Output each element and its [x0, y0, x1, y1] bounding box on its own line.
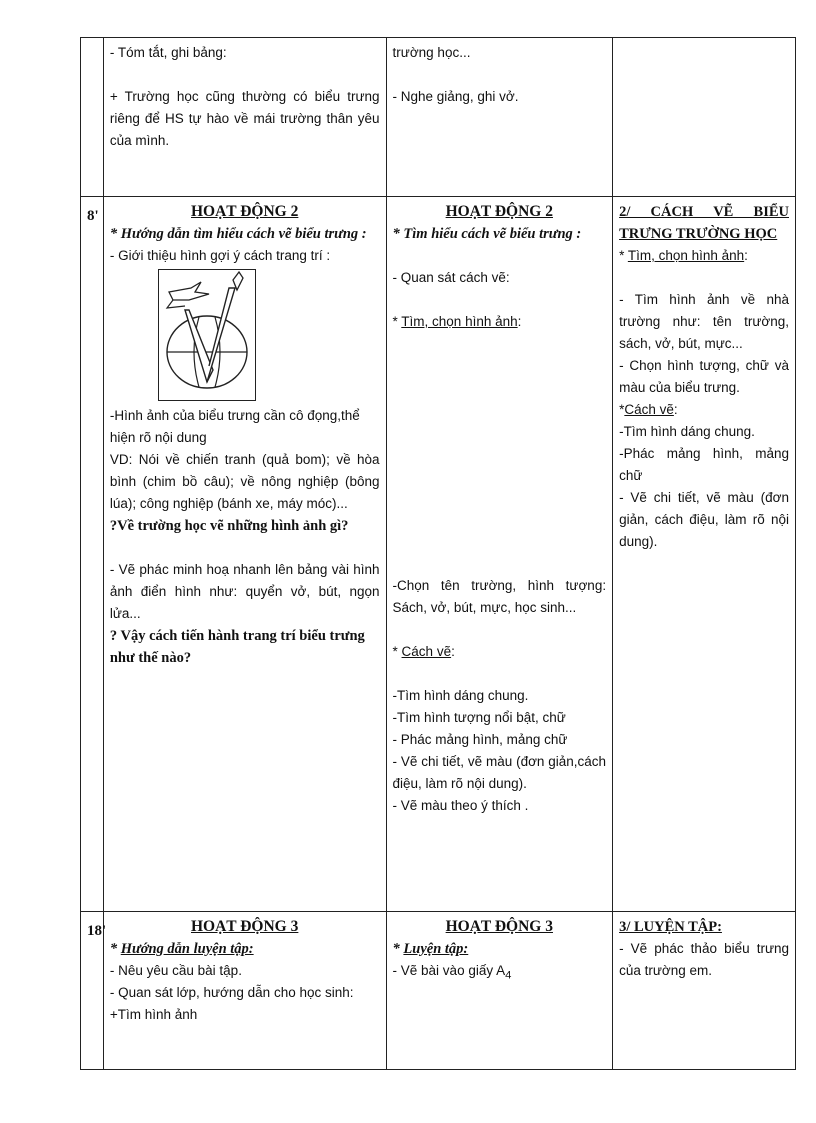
school-emblem-paragraph: + Trường học cũng thường có biểu trưng riêng để HS tự hào về mái trường thân yêu của mình. [109, 89, 380, 148]
practice-line: +Tìm hình ảnh [109, 1007, 198, 1022]
school-emblem-v-globe-icon [159, 270, 255, 400]
step-line: - Vẽ chi tiết, vẽ màu (đơn giản,cách điệu, làm rõ nội dung). [392, 754, 607, 791]
question-line: ? Vậy cách tiến hành trang trí biểu trưng như thế nào? [109, 628, 365, 666]
choose-line: -Chọn tên trường, hình tượng: Sách, vở, bút, mực, học sinh... [392, 578, 607, 615]
sketch-instruction: - Vẽ phác minh hoạ nhanh lên bảng vài hình ảnh điển hình như: quyển vở, bút, ngọn lửa... [109, 562, 380, 621]
find-image-label [619, 245, 789, 267]
table-row [81, 197, 796, 912]
example-text: VD: Nói về chiến tranh (quả bom); về hòa bình (chim bồ câu); về nông nghiệp (bông lúa); công nghiệp (bánh xe, máy móc)... [109, 452, 380, 511]
bullet-mark: * [392, 941, 404, 957]
practice-line: - Quan sát lớp, hướng dẫn cho học sinh: [109, 985, 354, 1000]
activity-heading: HOẠT ĐỘNG 2 [191, 203, 299, 220]
practice-line [393, 960, 607, 987]
find-image-text: Tìm, chọn hình ảnh [627, 248, 745, 263]
activity-subtitle: * Hướng dẫn tìm hiểu cách vẽ biểu trưng : [109, 226, 367, 242]
paper-size-subscript: 4 [505, 969, 512, 982]
bullet-mark: * [392, 644, 402, 659]
activity-heading: HOẠT ĐỘNG 2 [445, 203, 553, 220]
content-item: - Tìm hình ảnh về nhà trường như: tên trường, sách, vở, bút, mực... [619, 292, 789, 351]
content-item: - Vẽ phác thảo biểu trưng của trường em. [619, 941, 789, 978]
colon-mark: : [744, 248, 748, 263]
school-emblem-image [158, 269, 256, 401]
step-line: - Vẽ màu theo ý thích . [392, 798, 529, 813]
content-cell [613, 912, 796, 1070]
step-line: -Tìm hình dáng chung. [392, 688, 529, 703]
subtitle-text: Hướng dẫn luyện tập: [120, 941, 254, 957]
content-cell [613, 197, 796, 912]
step-line: - Phác mảng hình, mảng chữ [392, 732, 568, 747]
content-cell [613, 38, 796, 197]
activity-heading: HOẠT ĐỘNG 3 [191, 918, 299, 935]
step-line: -Phác mảng hình, mảng chữ [619, 446, 789, 483]
step-line: -Tìm hình dáng chung. [619, 424, 755, 439]
teacher-activity-cell [103, 197, 386, 912]
bullet-mark: * [619, 248, 628, 263]
step-line: -Tìm hình tượng nổi bật, chữ [392, 710, 566, 725]
colon-mark: : [673, 402, 678, 417]
student-activity-cell [386, 38, 613, 197]
bullet-mark: * [109, 941, 121, 957]
section-heading: 2/ CÁCH VẼ BIỂU TRƯNG TRƯỜNG HỌC [619, 204, 789, 242]
activity-subtitle [393, 938, 607, 960]
teacher-activity-cell [103, 38, 386, 197]
image-description: -Hình ảnh của biểu trưng cần cô đọng,thể hiện rõ nội dung [109, 408, 360, 445]
lesson-plan-table [80, 37, 796, 1070]
method-label [619, 399, 789, 421]
content-item: - Chọn hình tượng, chữ và màu của biểu trưng. [619, 358, 789, 395]
find-image-label [393, 311, 607, 333]
method-text: Cách vẽ [624, 402, 674, 417]
practice-line: - Nêu yêu cầu bài tập. [109, 963, 242, 978]
method-label [393, 641, 607, 663]
observe-line: - Quan sát cách vẽ: [392, 270, 510, 285]
student-activity-cell [386, 197, 613, 912]
time-cell: 8' [81, 197, 104, 912]
bullet-mark: * [392, 314, 402, 329]
step-line: - Vẽ chi tiết, vẽ màu (đơn giản, cách điệu, làm rõ nội dung). [619, 490, 789, 549]
time-cell [81, 38, 104, 197]
summary-line: - Tóm tắt, ghi bảng: [109, 45, 227, 60]
teacher-activity-cell [103, 912, 386, 1070]
colon-mark: : [451, 644, 455, 659]
section-heading: 3/ LUYỆN TẬP: [619, 919, 722, 935]
method-text: Cách vẽ [401, 644, 452, 659]
activity-subtitle [110, 938, 380, 960]
bullet-mark: * [619, 402, 625, 417]
intro-line: - Giới thiệu hình gợi ý cách trang trí : [109, 248, 331, 263]
question-line: ?Về trường học vẽ những hình ảnh gì? [109, 518, 349, 534]
time-cell: 18' [81, 912, 104, 1070]
student-line: - Nghe giảng, ghi vở. [392, 89, 519, 104]
practice-text: - Vẽ bài vào giấy A [392, 963, 506, 978]
find-image-text: Tìm, chọn hình ảnh [401, 314, 518, 329]
student-activity-cell [386, 912, 613, 1070]
activity-heading: HOẠT ĐỘNG 3 [445, 918, 553, 935]
activity-subtitle: * Tìm hiểu cách vẽ biểu trưng : [392, 226, 582, 242]
subtitle-text: Luyện tập: [403, 941, 469, 957]
table-row [81, 912, 796, 1070]
colon-mark: : [517, 314, 522, 329]
student-line: trường học... [392, 45, 471, 60]
table-row [81, 38, 796, 197]
